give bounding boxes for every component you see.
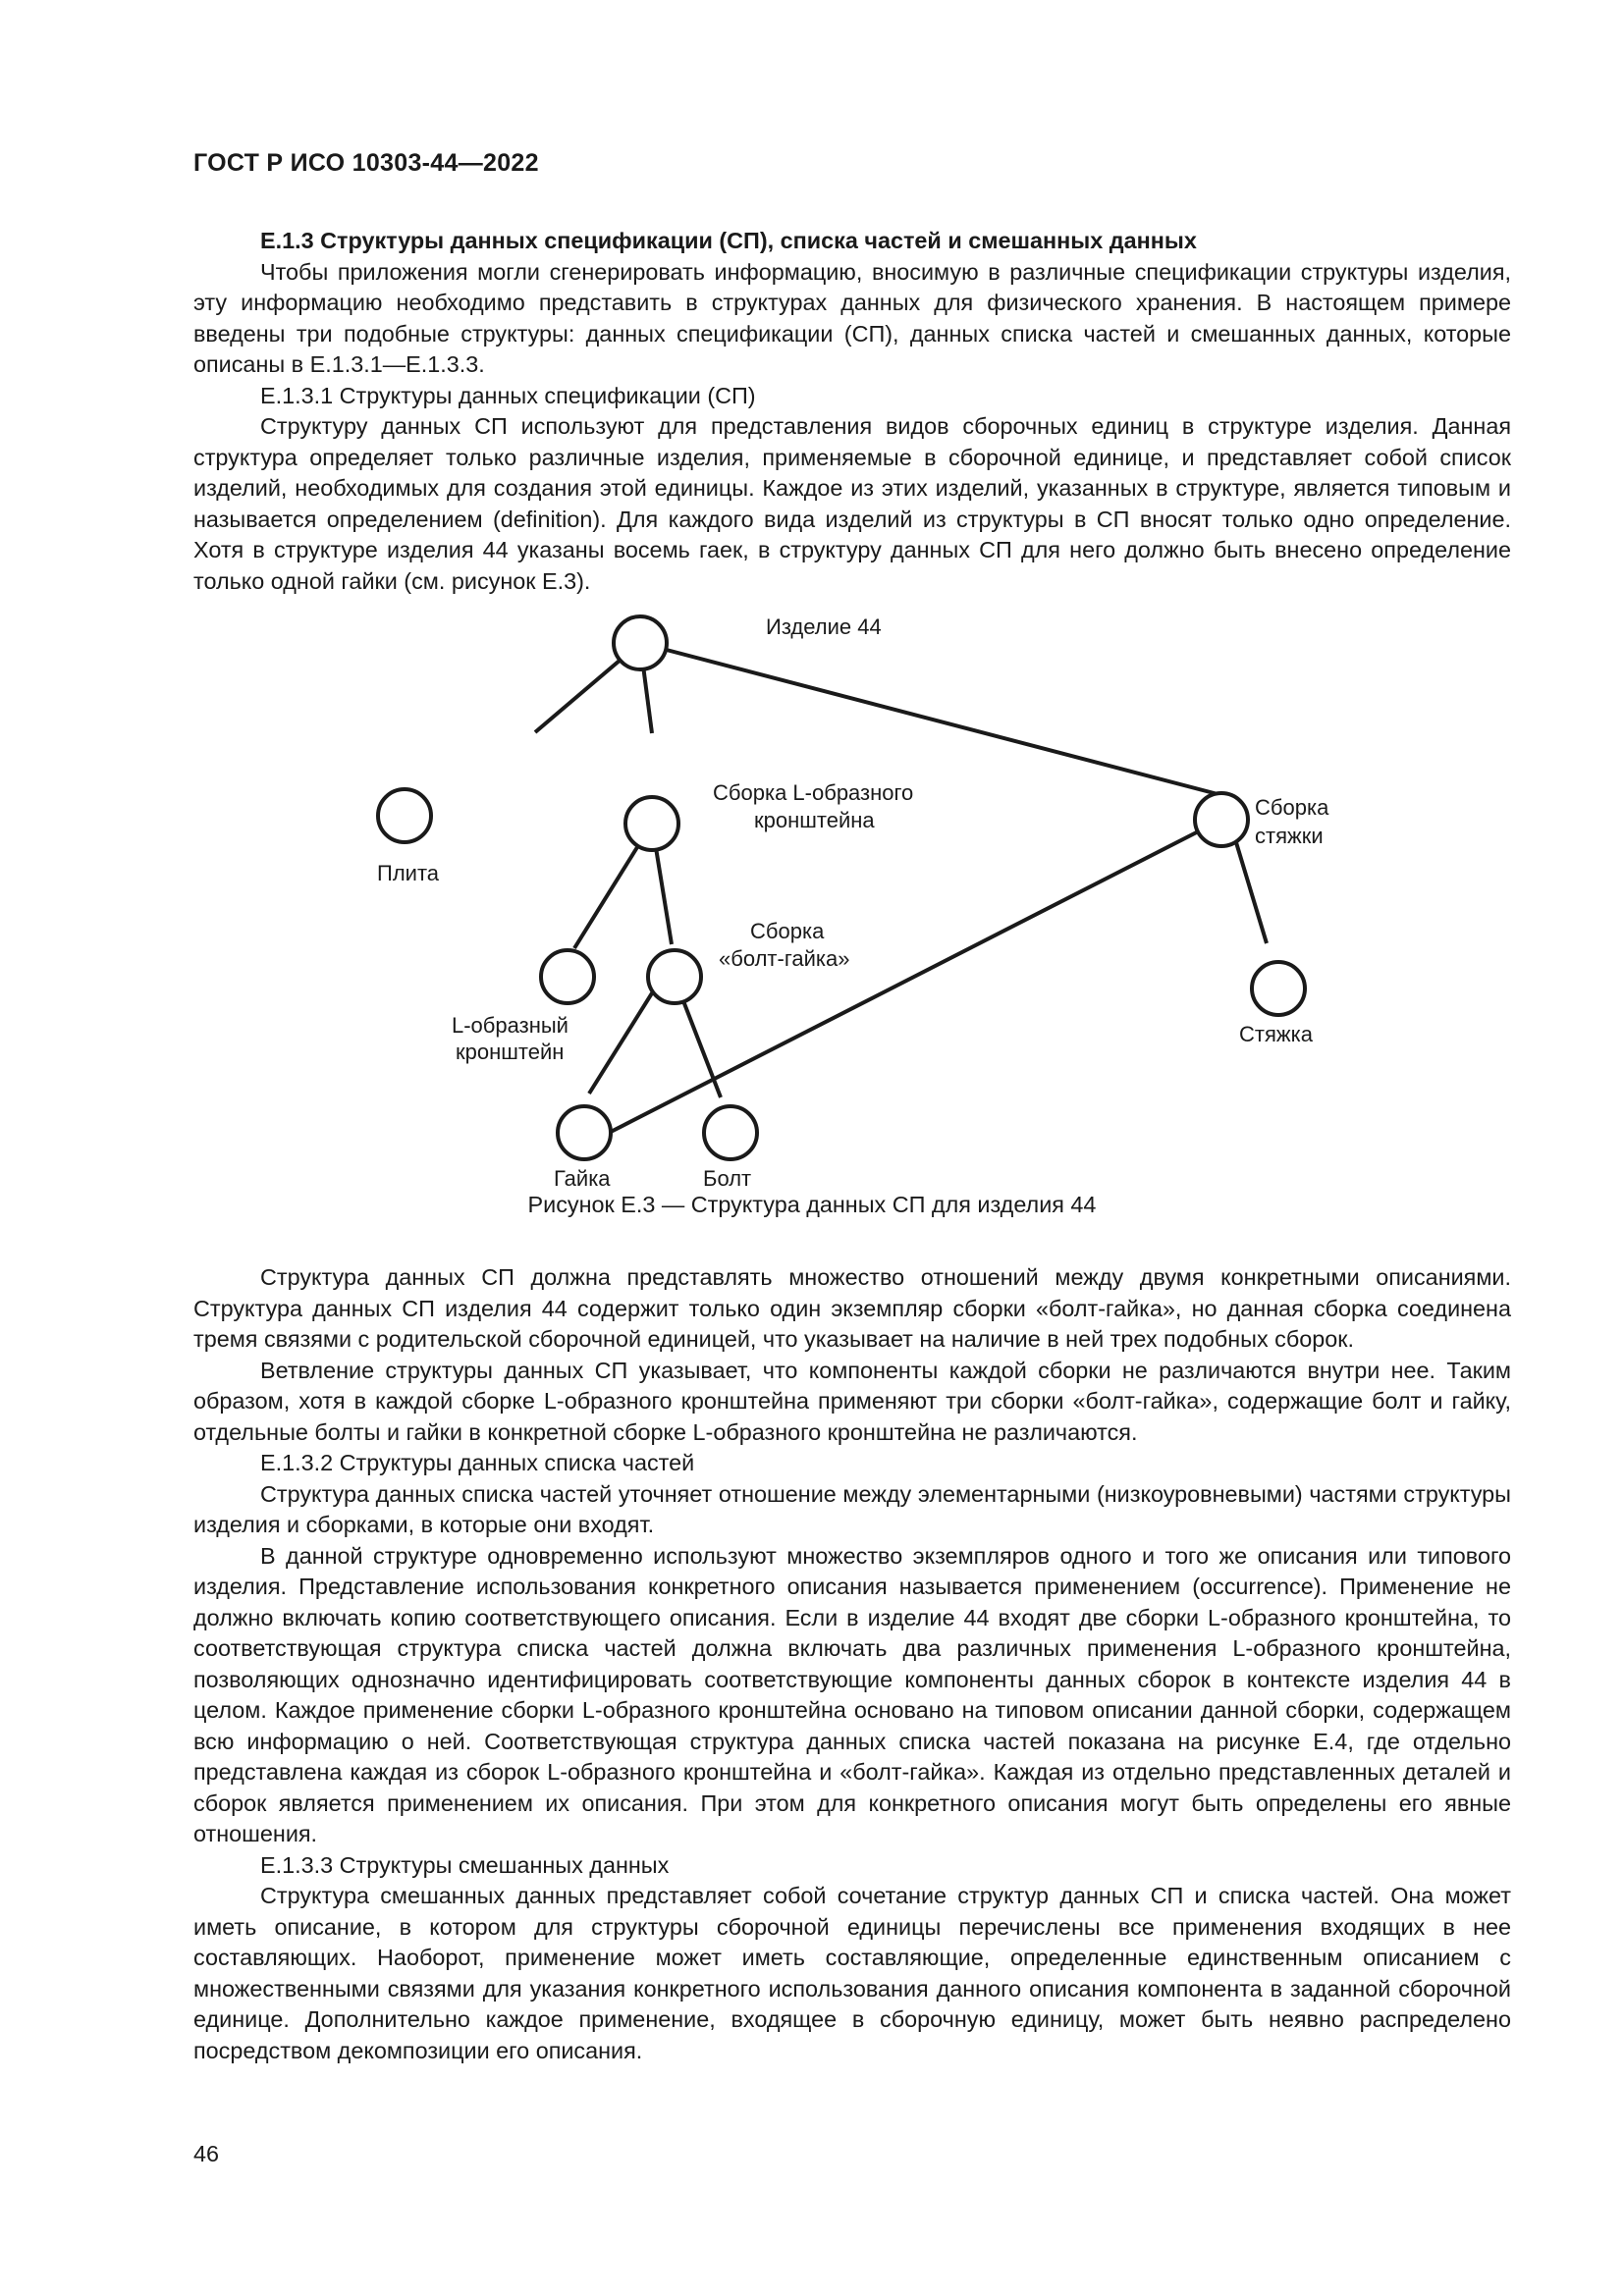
figure-caption: Рисунок Е.3 — Структура данных СП для изделия 44	[527, 1192, 1097, 1217]
section-bottom	[193, 1262, 1511, 2066]
section-heading: Е.1.3 Структуры данных спецификации (СП), списка частей и смешанных данных	[260, 228, 1197, 253]
document-header: ГОСТ Р ИСО 10303-44—2022	[193, 149, 539, 177]
label-product: Изделие 44	[766, 614, 882, 639]
label-l-bracket-line1: L-образный	[452, 1013, 568, 1038]
node-bolt-nut-assembly	[648, 950, 701, 1003]
node-bracket-assembly	[625, 797, 678, 850]
paragraph: Структура данных списка частей уточняет отношение между элементарными (низкоуровневыми) частями структуры изделия и сборками, в которые они входят.	[193, 1480, 1511, 1537]
node-l-bracket	[541, 950, 594, 1003]
node-nut	[558, 1106, 611, 1159]
label-nut: Гайка	[554, 1166, 611, 1191]
edges	[535, 643, 1267, 1133]
node-tie	[1252, 962, 1305, 1015]
label-bracket-assembly-line1: Сборка L-образного	[713, 780, 914, 805]
paragraph: Чтобы приложения могли сгенерировать информацию, вносимую в различные спецификации структуры изделия, эту информацию необходимо представить в структурах данных для физического хранения. В настоящем примере введены три подобные структуры: данных спецификации (СП), данных списка частей и смешанных данных, которые описаны в Е.1.3.1—Е.1.3.3.	[193, 258, 1511, 377]
label-tie: Стяжка	[1239, 1022, 1313, 1046]
edge-product-tie-assembly	[640, 643, 1221, 795]
paragraph: Структура смешанных данных представляет собой сочетание структур данных СП и списка частей. Она может иметь описание, в котором для структуры сборочной единицы перечислены все применения входящих в нее составляющих. Наоборот, применение может иметь составляющие, определенные единственным описанием с множественными связями для указания конкретного использования данного описания компонента в заданной сборочной единице. Дополнительно каждое применение, входящее в сборочную единицу, может быть неявно распределено посредством декомпозиции его описания.	[193, 1883, 1511, 2063]
paragraph: Ветвление структуры данных СП указывает, что компоненты каждой сборки не различаются внутри нее. Таким образом, хотя в каждой сборке L-образного кронштейна применяют три сборки «болт-гайка», содержащие болт и гайку, отдельные болты и гайки в конкретной сборке L-образного кронштейна не различаются.	[193, 1357, 1511, 1445]
tree-diagram	[353, 597, 1329, 1225]
subsection-heading: Е.1.3.3 Структуры смешанных данных	[260, 1851, 670, 1878]
edge-bolt-nut-nut	[589, 981, 660, 1094]
label-l-bracket-line2: кронштейн	[456, 1040, 565, 1064]
node-bolt	[704, 1106, 757, 1159]
label-tie-assembly-line2: стяжки	[1255, 824, 1324, 848]
label-tie-assembly-line1: Сборка	[1255, 795, 1329, 820]
label-plate: Плита	[377, 861, 440, 885]
section-top	[193, 226, 1511, 597]
node-product-44	[614, 616, 667, 669]
page-number: 46	[193, 2141, 220, 2166]
label-bolt-nut-line1: Сборка	[750, 919, 825, 943]
label-bolt: Болт	[703, 1166, 752, 1191]
paragraph: Структуру данных СП используют для представления видов сборочных единиц в структуре изделия. Данная структура определяет только различные изделия, применяемые в сборочной единице, и представляет собой список изделий, необходимых для создания этой единицы. Каждое из этих изделий, указанных в структуре, является типовым и называется определением (definition). Для каждого вида изделий из структуры в СП вносят только одно определение. Хотя в структуре изделия 44 указаны восемь гаек, в структуру данных СП для него должно быть внесено определение только одной гайки (см. рисунок Е.3).	[193, 413, 1511, 594]
subsection-heading: Е.1.3.2 Структуры данных списка частей	[260, 1450, 695, 1475]
figure-e3-diagram	[353, 597, 1329, 1225]
paragraph: Структура данных СП должна представлять множество отношений между двумя конкретными описаниями. Структура данных СП изделия 44 содержит только один экземпляр сборки «болт-гайка», но данная сборка соединена тремя связями с родительской сборочной единицей, что указывает на наличие в ней трех подобных сборок.	[193, 1264, 1511, 1352]
nodes	[378, 616, 1305, 1159]
subsection-heading: Е.1.3.1 Структуры данных спецификации (СП)	[260, 382, 756, 408]
paragraph: В данной структуре одновременно используют множество экземпляров одного и того же описания или типового изделия. Представление использования конкретного описания называется применением (occurrence). Применение не должно включать копию соответствующего описания. Если в изделие 44 входят две сборки L-образного кронштейна, то соответствующая структура списка частей должна включать два различных применения L-образного кронштейна, позволяющих однозначно идентифицировать соответствующие компоненты данных сборок в контексте изделия 44 в целом. Каждое применение сборки L-образного кронштейна основано на типовом описании данной сборки, содержащем всю информацию о ней. Соответствующая структура данных списка частей показана на рисунке Е.4, где отдельно представлена каждая из сборок L-образного кронштейна и «болт-гайка». Каждая из отдельно представленных деталей и сборок является применением их описания. При этом для конкретного описания могут быть определены его явные отношения.	[193, 1542, 1511, 1846]
label-bolt-nut-line2: «болт-гайка»	[719, 946, 850, 971]
label-bracket-assembly-line2: кронштейна	[754, 808, 875, 832]
node-tie-assembly	[1195, 793, 1248, 846]
figure-labels	[377, 614, 1329, 1191]
